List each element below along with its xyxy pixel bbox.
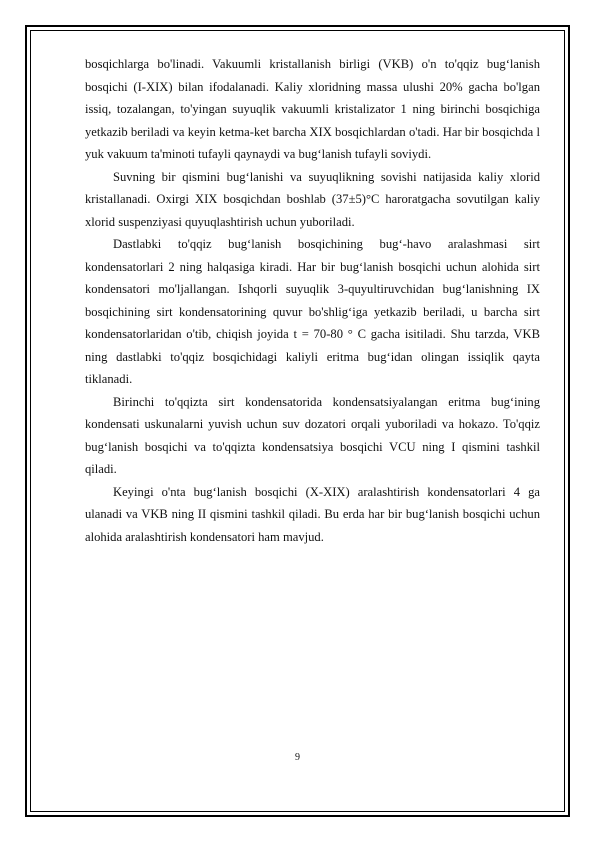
paragraph-4: Birinchi to'qqizta sirt kondensatorida kondensatsiyalangan eritma bug‘ining kondensati uskunalarni yuvish uchun suv dozatori orqali yuboriladi va hokazo. To'qqiz bug‘lanish bosqichi va to'qqizta kondensatsiya bosqichi VCU ning I qismini tashkil qiladi.: [85, 394, 540, 476]
paragraph-2: Suvning bir qismini bug‘lanishi va suyuqlikning sovishi natijasida kaliy xlorid kristallanadi. Oxirgi XIX bosqichdan boshlab (37±5)°C haroratgacha sovutilgan kaliy xlorid suspenziyasi quyuqlashtirish uchun yuboriladi.: [85, 169, 540, 229]
paragraph-5: Keyingi o'nta bug‘lanish bosqichi (X-XIX) aralashtirish kondensatorlari 4 ga ulanadi va VKB ning II qismini tashkil qiladi. Bu erda har bir bug‘lanish bosqichi uchun alohida aralashtirish kondensatori ham mavjud.: [85, 484, 540, 544]
page-number: 9: [295, 752, 300, 763]
paragraph-1: bosqichlarga bo'linadi. Vakuumli kristallanish birligi (VKB) o'n to'qqiz bug‘lanish bosqichi (I-XIX) bilan ifodalanadi. Kaliy xloridning massa ulushi 20% gacha bo'lgan issiq, tozalangan, to'yingan suyuqlik vakuumli kristalizator 1 ning birinchi bosqichiga yetkazib beriladi va keyin ketma-ket barcha XIX bosqichlardan o'tadi. Har bir bosqichda l yuk vakuum ta'minoti tufayli qaynaydi va bug‘lanish tufayli soviydi.: [85, 57, 540, 161]
paragraph-3: Dastlabki to'qqiz bug‘lanish bosqichining bug‘-havo aralashmasi sirt kondensatorlari 2 ning halqasiga kiradi. Har bir bug‘lanish bosqichi uchun alohida sirt kondensatori mo'ljallangan. Ishqorli suyuqlik 3-quyultiruvchidan bug‘lanishning IX bosqichining sirt kondensatorining quvur bo'shlig‘iga yetkazib beriladi, u barcha sirt kondensatorlaridan o'tib, chiqish joyida t = 70-80 ° C gacha isitiladi. Shu tarzda, VKB ning dastlabki to'qqiz bosqichidagi kaliyli eritma bug‘idan olingan issiqlik qayta tiklanadi.: [85, 237, 540, 386]
document-body: [85, 53, 540, 548]
